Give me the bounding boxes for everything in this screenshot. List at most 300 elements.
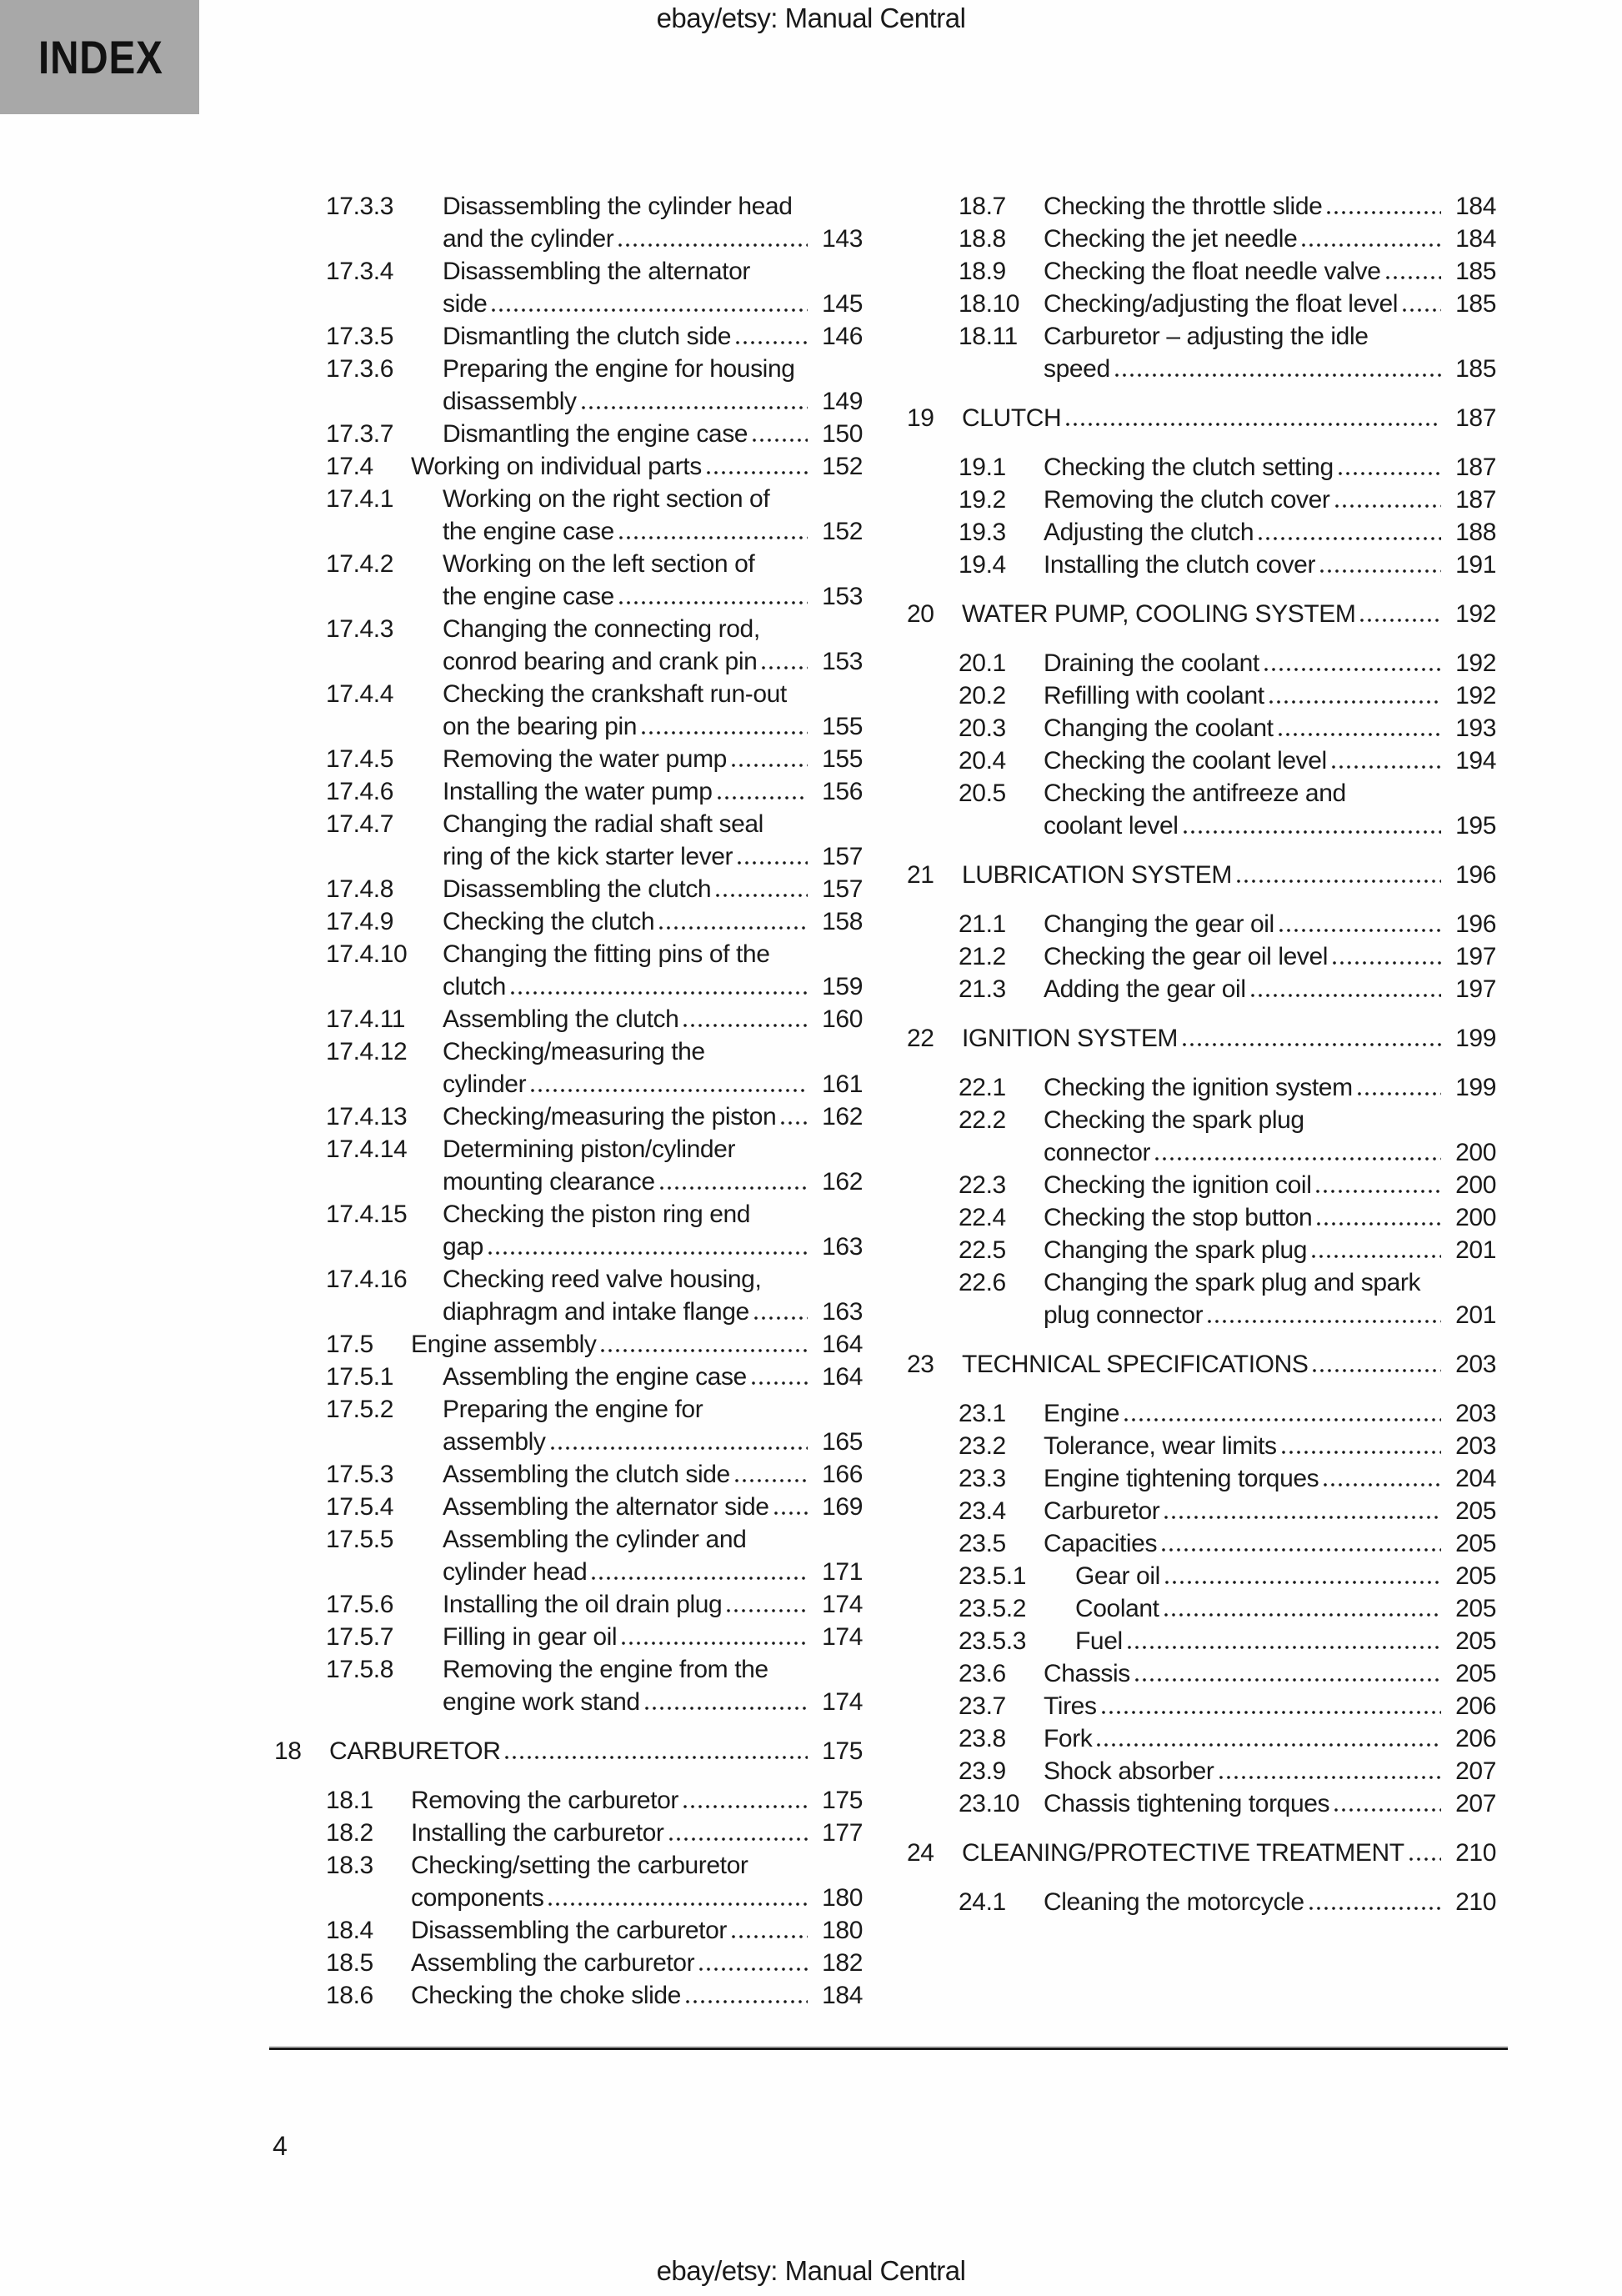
toc-row [274, 548, 863, 580]
toc-entry-number: 18.8 [959, 225, 1006, 253]
dot-leader [736, 320, 808, 353]
toc-entry-title: ring of the kick starter lever [443, 843, 733, 870]
toc-page-number: 162 [822, 1103, 863, 1130]
dot-leader [1313, 1348, 1441, 1381]
toc-entry-number: 23.9 [959, 1757, 1006, 1785]
toc-page-number: 197 [1455, 943, 1496, 970]
toc-page-number: 158 [822, 908, 863, 935]
dot-leader [732, 743, 808, 775]
toc-entry-number: 23.7 [959, 1692, 1006, 1720]
dot-leader [1409, 1837, 1441, 1869]
toc-entry-number: 17.5.4 [326, 1493, 394, 1521]
dot-leader [1279, 712, 1441, 744]
toc-page-number: 206 [1455, 1692, 1496, 1720]
toc-entry-title: components [411, 1884, 544, 1912]
toc-entry-title: plug connector [1044, 1301, 1204, 1329]
toc-row [274, 775, 863, 808]
toc-page-number: 185 [1455, 290, 1496, 318]
toc-row [907, 1722, 1496, 1755]
toc-entry-number: 17.4.7 [326, 810, 394, 838]
toc-entry-title: Checking the crankshaft run-out [443, 680, 787, 708]
toc-entry-title: Preparing the engine for housing [443, 355, 795, 383]
toc-entry-number: 23.2 [959, 1432, 1006, 1460]
toc-entry-title: CLEANING/PROTECTIVE TREATMENT [962, 1839, 1404, 1867]
toc-entry-title: Fuel [1075, 1627, 1123, 1655]
dot-leader [707, 450, 808, 483]
toc-row [274, 1458, 863, 1491]
dot-leader [718, 775, 808, 808]
toc-page-number: 192 [1455, 649, 1496, 677]
toc-entry-number: 22 [907, 1025, 934, 1052]
dot-leader [1184, 810, 1441, 842]
index-label: INDEX [38, 31, 163, 83]
toc-row [907, 1755, 1496, 1787]
toc-row [907, 255, 1496, 288]
dot-leader [669, 1817, 808, 1849]
toc-page-number: 175 [822, 1787, 863, 1814]
toc-row [274, 808, 863, 840]
dot-leader [1208, 1299, 1441, 1331]
dot-leader [660, 1166, 808, 1198]
dot-leader [762, 645, 808, 678]
toc-entry-number: 17.4 [326, 453, 373, 480]
toc-entry-number: 17.5.1 [326, 1363, 394, 1391]
toc-row [274, 1328, 863, 1361]
toc-page-number: 205 [1455, 1562, 1496, 1590]
toc-entry-title: the engine case [443, 518, 614, 545]
toc-entry-title: side [443, 290, 488, 318]
dot-leader [735, 1458, 808, 1491]
toc-entry-number: 18.1 [326, 1787, 373, 1814]
toc-entry-title: disassembly [443, 388, 577, 415]
dot-leader [1327, 190, 1441, 223]
toc-page-number: 205 [1455, 1627, 1496, 1655]
toc-entry-number: 18 [274, 1737, 302, 1765]
toc-entry-number: 23.3 [959, 1465, 1006, 1492]
dot-leader [531, 1068, 808, 1100]
toc-row [274, 1296, 863, 1328]
toc-entry-number: 17.5.6 [326, 1591, 394, 1618]
toc-entry-number: 23.5.1 [959, 1562, 1027, 1590]
toc-entry-title: Cleaning the motorcycle [1044, 1888, 1304, 1916]
toc-row [274, 1849, 863, 1882]
toc-row [274, 353, 863, 385]
toc-page-number: 192 [1455, 682, 1496, 709]
toc-entry-title: Dismantling the clutch side [443, 323, 732, 350]
toc-page-number: 175 [822, 1737, 863, 1765]
dot-leader [1128, 1625, 1441, 1657]
toc-entry-number: 17.5.7 [326, 1623, 394, 1651]
toc-page-number: 196 [1455, 910, 1496, 938]
toc-entry-title: cylinder head [443, 1558, 588, 1586]
toc-entry-number: 22.6 [959, 1269, 1006, 1296]
toc-entry-number: 17.4.8 [326, 875, 394, 903]
toc-row [274, 1784, 863, 1817]
toc-page-number: 152 [822, 453, 863, 480]
toc-entry-title: Checking the gear oil level [1044, 943, 1329, 970]
toc-row [274, 1198, 863, 1231]
toc-row [274, 645, 863, 678]
header-title: ebay/etsy: Manual Central [656, 3, 966, 33]
toc-entry-number: 23 [907, 1351, 934, 1378]
toc-row [274, 1588, 863, 1621]
toc-entry-number: 18.10 [959, 290, 1020, 318]
toc-entry-title: Checking the ignition coil [1044, 1171, 1312, 1199]
toc-entry-number: 23.8 [959, 1725, 1006, 1752]
dot-leader [1162, 1527, 1441, 1560]
toc-row [907, 1104, 1496, 1136]
dot-leader [619, 580, 808, 613]
toc-entry-title: Checking the clutch [443, 908, 655, 935]
toc-page-number: 199 [1455, 1074, 1496, 1101]
toc-entry-title: conrod bearing and crank pin [443, 648, 758, 675]
footer-title: ebay/etsy: Manual Central [656, 2255, 966, 2286]
dot-leader [1339, 451, 1441, 484]
toc-entry-title: Engine assembly [411, 1331, 597, 1358]
toc-row [274, 450, 863, 483]
toc-entry-number: 20.2 [959, 682, 1006, 709]
toc-row [907, 777, 1496, 810]
toc-page-number: 201 [1455, 1236, 1496, 1264]
toc-row [274, 1361, 863, 1393]
dot-leader [1302, 223, 1441, 255]
dot-leader [1282, 1430, 1441, 1462]
toc-entry-title: Carburetor – adjusting the idle [1044, 323, 1369, 350]
toc-entry-number: 17.3.7 [326, 420, 394, 448]
toc-entry-title: Working on individual parts [411, 453, 702, 480]
dot-leader [1324, 1462, 1441, 1495]
toc-page-number: 162 [822, 1168, 863, 1196]
toc-entry-number: 17.4.5 [326, 745, 394, 773]
toc-entry-title: Assembling the clutch [443, 1005, 679, 1033]
toc-page-number: 200 [1455, 1139, 1496, 1166]
dot-leader [1251, 973, 1441, 1005]
toc-entry-number: 20.4 [959, 747, 1006, 775]
dot-leader [1219, 1755, 1441, 1787]
toc-entry-number: 18.5 [326, 1949, 373, 1977]
toc-row [274, 1100, 863, 1133]
toc-row [274, 515, 863, 548]
toc-entry-number: 17.4.11 [326, 1005, 406, 1033]
dot-leader [754, 1296, 808, 1328]
toc-entry-title: Installing the water pump [443, 778, 713, 805]
toc-entry-title: Assembling the carburetor [411, 1949, 695, 1977]
toc-entry-number: 23.5.2 [959, 1595, 1027, 1622]
toc-entry-title: Checking/measuring the [443, 1038, 705, 1065]
toc-row [274, 190, 863, 223]
toc-row [907, 1625, 1496, 1657]
dot-leader [716, 873, 808, 905]
toc-row [907, 1430, 1496, 1462]
toc-entry-title: Adjusting the clutch [1044, 519, 1254, 546]
toc-entry-title: Checking the throttle slide [1044, 193, 1323, 220]
toc-entry-title: Removing the clutch cover [1044, 486, 1330, 514]
dot-leader [1279, 908, 1441, 940]
toc-page-number: 206 [1455, 1725, 1496, 1752]
toc-page-number: 161 [822, 1070, 863, 1098]
toc-page-number: 143 [822, 225, 863, 253]
toc-page-number: 163 [822, 1233, 863, 1261]
toc-entry-title: Checking the clutch setting [1044, 454, 1334, 481]
toc-page-number: 152 [822, 518, 863, 545]
dot-leader [1155, 1136, 1441, 1169]
toc-row [907, 190, 1496, 223]
toc-row [907, 1234, 1496, 1266]
toc-row [274, 970, 863, 1003]
toc-row [274, 1882, 863, 1914]
dot-leader [727, 1588, 808, 1621]
dot-leader [732, 1914, 808, 1947]
toc-row [907, 908, 1496, 940]
toc-entry-title: Removing the engine from the [443, 1656, 768, 1683]
toc-entry-title: Determining piston/cylinder [443, 1135, 736, 1163]
toc-entry-number: 17.4.1 [326, 485, 394, 513]
toc-entry-title: connector [1044, 1139, 1151, 1166]
dot-leader [1264, 647, 1441, 679]
toc-entry-title: Gear oil [1075, 1562, 1160, 1590]
toc-entry-title: diaphragm and intake flange [443, 1298, 749, 1326]
toc-entry-number: 23.4 [959, 1497, 1006, 1525]
dot-leader [659, 905, 808, 938]
dot-leader [1360, 598, 1441, 630]
toc-entry-title: Checking the ignition system [1044, 1074, 1353, 1101]
toc-entry-number: 19.3 [959, 519, 1006, 546]
toc-entry-number: 17.5.3 [326, 1461, 394, 1488]
toc-row [907, 744, 1496, 777]
toc-entry-title: Changing the gear oil [1044, 910, 1274, 938]
toc-page-number: 174 [822, 1688, 863, 1716]
dot-leader [1135, 1657, 1441, 1690]
toc-entry-number: 17.4.4 [326, 680, 394, 708]
toc-entry-number: 23.6 [959, 1660, 1006, 1687]
toc-entry-title: Disassembling the clutch [443, 875, 712, 903]
dot-leader [1237, 859, 1441, 891]
dot-leader [618, 223, 808, 255]
toc-row [907, 1837, 1496, 1869]
dot-leader [1333, 940, 1441, 973]
dot-leader [1165, 1560, 1441, 1592]
dot-leader [781, 1100, 808, 1133]
toc-page-number: 207 [1455, 1757, 1496, 1785]
toc-entry-number: 17.4.15 [326, 1201, 408, 1228]
dot-leader [683, 1003, 808, 1035]
toc-entry-title: Fork [1044, 1725, 1093, 1752]
toc-page-number: 155 [822, 713, 863, 740]
toc-entry-number: 19.2 [959, 486, 1006, 514]
toc-row [274, 1068, 863, 1100]
dot-leader [686, 1979, 808, 2012]
toc-entry-title: IGNITION SYSTEM [962, 1025, 1179, 1052]
toc-entry-title: Changing the fitting pins of the [443, 940, 770, 968]
toc-row [274, 1735, 863, 1767]
toc-row [274, 743, 863, 775]
toc-entry-title: coolant level [1044, 812, 1179, 840]
toc-page-number: 205 [1455, 1530, 1496, 1557]
toc-row [907, 1071, 1496, 1104]
toc-entry-title: on the bearing pin [443, 713, 637, 740]
dot-leader [1124, 1397, 1441, 1430]
toc-row [907, 973, 1496, 1005]
toc-entry-title: Changing the coolant [1044, 714, 1274, 742]
toc-page-number: 192 [1455, 600, 1496, 628]
toc-page-number: 159 [822, 973, 863, 1000]
toc-entry-number: 22.5 [959, 1236, 1006, 1264]
toc-page-number: 207 [1455, 1790, 1496, 1817]
toc-row [907, 1348, 1496, 1381]
toc-page-number: 180 [822, 1917, 863, 1944]
toc-row [907, 712, 1496, 744]
toc-page-number: 184 [822, 1982, 863, 2009]
toc-row [274, 1393, 863, 1426]
toc-page-number: 185 [1455, 355, 1496, 383]
toc-entry-title: Assembling the clutch side [443, 1461, 730, 1488]
toc-page-number: 174 [822, 1623, 863, 1651]
toc-row [274, 938, 863, 970]
toc-entry-number: 19.4 [959, 551, 1006, 579]
toc-entry-number: 17.4.2 [326, 550, 394, 578]
toc-page-number: 204 [1455, 1465, 1496, 1492]
toc-entry-number: 23.10 [959, 1790, 1020, 1817]
toc-entry-number: 20.1 [959, 649, 1006, 677]
toc-page-number: 197 [1455, 975, 1496, 1003]
toc-entry-title: Chassis [1044, 1660, 1130, 1687]
dot-leader [1102, 1690, 1441, 1722]
toc-row [907, 1527, 1496, 1560]
toc-entry-title: Assembling the cylinder and [443, 1526, 747, 1553]
toc-entry-number: 20 [907, 600, 934, 628]
toc-page-number: 150 [822, 420, 863, 448]
toc-entry-title: assembly [443, 1428, 546, 1456]
toc-entry-number: 20.5 [959, 780, 1006, 807]
toc-page-number: 166 [822, 1461, 863, 1488]
toc-entry-title: Checking the antifreeze and [1044, 780, 1346, 807]
toc-entry-title: Shock absorber [1044, 1757, 1214, 1785]
toc-row [274, 1523, 863, 1556]
toc-entry-title: Chassis tightening torques [1044, 1790, 1330, 1817]
toc-row [907, 223, 1496, 255]
toc-page-number: 149 [822, 388, 863, 415]
toc-row [907, 859, 1496, 891]
toc-entry-number: 23.1 [959, 1400, 1006, 1427]
dot-leader [1317, 1201, 1441, 1234]
toc-row [907, 1201, 1496, 1234]
toc-page-number: 203 [1455, 1432, 1496, 1460]
toc-row [907, 402, 1496, 434]
toc-row [274, 840, 863, 873]
toc-entry-number: 23.5 [959, 1530, 1006, 1557]
toc-entry-number: 17.5.5 [326, 1526, 394, 1553]
toc-page-number: 153 [822, 583, 863, 610]
toc-page-number: 195 [1455, 812, 1496, 840]
toc-entry-title: engine work stand [443, 1688, 640, 1716]
toc-entry-title: Checking the choke slide [411, 1982, 681, 2009]
toc-row [274, 873, 863, 905]
toc-page-number: 155 [822, 745, 863, 773]
toc-page-number: 163 [822, 1298, 863, 1326]
toc-entry-title: Checking/adjusting the float level [1044, 290, 1399, 318]
toc-row [907, 647, 1496, 679]
toc-entry-number: 17.4.10 [326, 940, 408, 968]
toc-entry-title: Changing the spark plug and spark [1044, 1269, 1421, 1296]
toc-page-number: 177 [822, 1819, 863, 1847]
toc-page-number: 203 [1455, 1400, 1496, 1427]
toc-entry-title: Adding the gear oil [1044, 975, 1246, 1003]
toc-row [274, 1491, 863, 1523]
dot-leader [1183, 1022, 1441, 1055]
toc-entry-number: 23.5.3 [959, 1627, 1027, 1655]
toc-row [907, 1495, 1496, 1527]
page-footer [0, 2253, 1622, 2289]
toc-row [907, 1169, 1496, 1201]
dot-leader [645, 1686, 808, 1718]
toc-page-number: 180 [822, 1884, 863, 1912]
dot-leader [1358, 1071, 1441, 1104]
toc-row [274, 710, 863, 743]
toc-row [274, 1035, 863, 1068]
toc-row [274, 580, 863, 613]
toc-entry-title: Checking the jet needle [1044, 225, 1298, 253]
toc-page-number: 164 [822, 1331, 863, 1358]
toc-entry-title: Checking/setting the carburetor [411, 1852, 748, 1879]
toc-entry-number: 17.4.16 [326, 1266, 408, 1293]
toc-page-number: 194 [1455, 747, 1496, 775]
toc-entry-number: 17.3.5 [326, 323, 394, 350]
dot-leader [1309, 1886, 1441, 1918]
toc-entry-number: 18.7 [959, 193, 1006, 220]
toc-entry-title: Tires [1044, 1692, 1097, 1720]
toc-entry-number: 22.2 [959, 1106, 1006, 1134]
toc-entry-title: Coolant [1075, 1595, 1159, 1622]
dot-leader [642, 710, 808, 743]
toc-page-number: 199 [1455, 1025, 1496, 1052]
toc-entry-title: Assembling the engine case [443, 1363, 747, 1391]
toc-entry-number: 17.4.13 [326, 1103, 408, 1130]
toc-entry-title: Installing the carburetor [411, 1819, 664, 1847]
dot-leader [1269, 679, 1441, 712]
dot-leader [601, 1328, 808, 1361]
toc-entry-title: Working on the left section of [443, 550, 755, 578]
toc-row [274, 385, 863, 418]
toc-page-number: 171 [822, 1558, 863, 1586]
toc-page-number: 203 [1455, 1351, 1496, 1378]
toc-entry-title: Changing the radial shaft seal [443, 810, 763, 838]
toc-row [907, 484, 1496, 516]
toc-page-number: 191 [1455, 551, 1496, 579]
dot-leader [1312, 1234, 1441, 1266]
toc-row [907, 516, 1496, 549]
toc-entry-title: Checking the stop button [1044, 1204, 1313, 1231]
dot-leader [1320, 549, 1441, 581]
dot-leader [619, 515, 808, 548]
toc-entry-title: Checking the coolant level [1044, 747, 1327, 775]
toc-row [907, 598, 1496, 630]
toc-entry-title: speed [1044, 355, 1110, 383]
toc-row [274, 1003, 863, 1035]
toc-entry-number: 22.1 [959, 1074, 1006, 1101]
toc-page-number: 157 [822, 875, 863, 903]
dot-leader [738, 840, 808, 873]
toc-row [907, 1592, 1496, 1625]
dot-leader [683, 1784, 808, 1817]
dot-leader [774, 1491, 808, 1523]
toc-row [907, 1886, 1496, 1918]
toc-row [907, 353, 1496, 385]
toc-entry-title: Refilling with coolant [1044, 682, 1264, 709]
toc-row [907, 810, 1496, 842]
toc-entry-title: Installing the oil drain plug [443, 1591, 723, 1618]
toc-row [274, 678, 863, 710]
toc-page-number: 188 [1455, 519, 1496, 546]
